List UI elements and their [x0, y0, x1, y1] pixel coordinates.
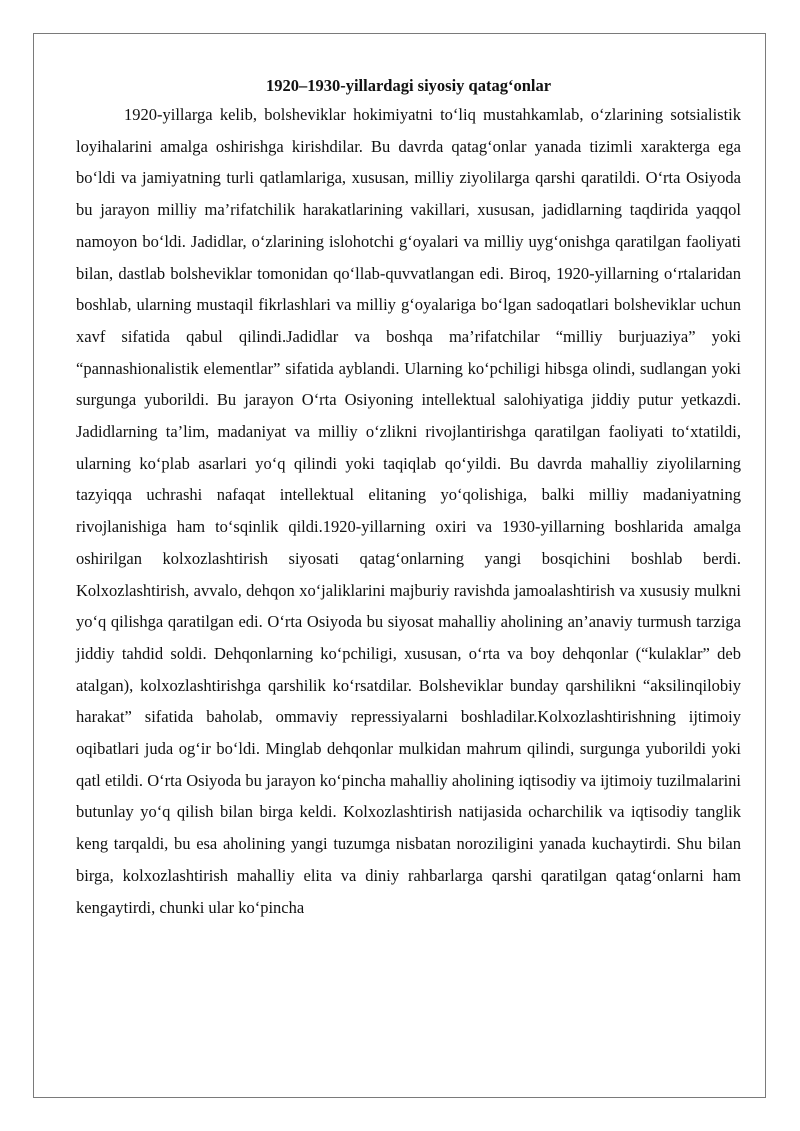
body-paragraph: 1920-yillarga kelib, bolsheviklar hokimiyatni to‘liq mustahkamlab, o‘zlarining sotsialistik loyihalarini amalga oshirishga kirishdilar. Bu davrda qatag‘onlar yanada tizimli xarakterga ega bo‘ldi va jamiyatning turli qatlamlariga, xususan, milliy ziyolilarga qarshi qaratildi. O‘rta Osiyoda bu jarayon milliy ma’rifatchilik harakatlarining vakillari, xususan, jadidlarning taqdirida yaqqol namoyon bo‘ldi. Jadidlar, o‘zlarining islohotchi g‘oyalari va milliy uyg‘onishga qaratilgan faoliyati bilan, dastlab bolsheviklar tomonidan qo‘llab-quvvatlangan edi. Biroq, 1920-yillarning o‘rtalaridan boshlab, ularning mustaqil fikrlashlari va milliy g‘oyalariga bo‘lgan sadoqatlari bolsheviklar uchun xavf sifatida qabul qilindi.Jadidlar va boshqa ma’rifatchilar “milliy burjuaziya” yoki “pannashionalistik elementlar” sifatida ayblandi. Ularning ko‘pchiligi hibsga olindi, sudlangan yoki surgunga yuborildi. Bu jarayon O‘rta Osiyoning intellektual salohiyatiga jiddiy putur yetkazdi. Jadidlarning ta’lim, madaniyat va milliy o‘zlikni rivojlantirishga qaratilgan faoliyati to‘xtatildi, ularning ko‘plab asarlari yo‘q qilindi yoki taqiqlab qo‘yildi. Bu davrda mahalliy ziyolilarning tazyiqqa uchrashi nafaqat intellektual elitaning yo‘qolishiga, balki milliy madaniyatning rivojlanishiga ham to‘sqinlik qildi.1920-yillarning oxiri va 1930-yillarning boshlarida amalga oshirilgan kolxozlashtirish siyosati qatag‘onlarning yangi bosqichini boshlab berdi. Kolxozlashtirish, avvalo, dehqon xo‘jaliklarini majburiy ravishda jamoalashtirish va xususiy mulkni yo‘q qilishga qaratilgan edi. O‘rta Osiyoda bu siyosat mahalliy aholining an’anaviy turmush tarziga jiddiy tahdid soldi. Dehqonlarning ko‘pchiligi, xususan, o‘rta va boy dehqonlar (“kulaklar” deb atalgan), kolxozlashtirishga qarshilik ko‘rsatdilar. Bolsheviklar bunday qarshilikni “aksilinqilobiy harakat” sifatida baholab, ommaviy repressiyalarni boshladilar.Kolxozlashtirishning ijtimoiy oqibatlari juda og‘ir bo‘ldi. Minglab dehqonlar mulkidan mahrum qilindi, surgunga yuborildi yoki qatl etildi. O‘rta Osiyoda bu jarayon ko‘pincha mahalliy aholining iqtisodiy va ijtimoiy tuzilmalarini butunlay yo‘q qilish bilan birga keldi. Kolxozlashtirish natijasida ocharchilik va iqtisodiy tanglik keng tarqaldi, bu esa aholining yangi tuzumga nisbatan noroziligini yanada kuchaytirdi. Shu bilan birga, kolxozlashtirish mahalliy elita va diniy rahbarlarga qarshi qaratilgan qatag‘onlarni ham kengaytirdi, chunki ular ko‘pincha [76, 105, 741, 917]
document-title: 1920–1930-yillardagi siyosiy qatag‘onlar [265, 76, 552, 95]
document-content [76, 76, 741, 923]
